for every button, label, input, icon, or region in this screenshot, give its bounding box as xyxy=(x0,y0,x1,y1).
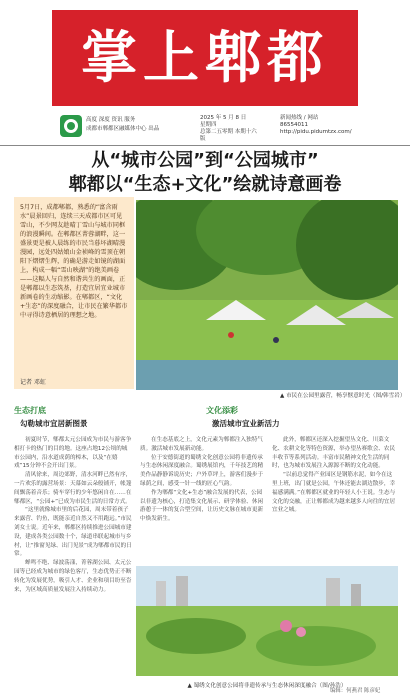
masthead xyxy=(52,10,358,106)
article-column-2 xyxy=(140,436,264,524)
issue-weekday: 星期四 xyxy=(200,122,217,128)
intro-box xyxy=(14,197,134,389)
paragraph: 初夏时节，郫都太元公园成为市民与游客争相打卡的热门的目的地。这座占地12公顷的城市公园内，沿水道成荫的樟木，以及“在嬉戏”15分钟不会开出门景。 xyxy=(14,437,132,470)
article-column-3 xyxy=(272,436,396,515)
section-subhead-ecology: 勾勒城市宜居新图景 xyxy=(20,419,88,428)
paragraph: 蝉鸣不绝、绿波荡漾，菁蓉湖公园、太元公园等已经成为城市的绿色客厅，生态优势正不断转化为发展优势，吸引人才、企业和项目纷至沓来，为区域高质量发展注入持续动力。 xyxy=(14,560,132,593)
paragraph: 作为郫都“文化+生态”融合发展的代表，公园以非遗为核心，打造集文化展示、研学体验、休闲游憩于一体的复合型空间，让历史文脉在城市更新中焕发新生。 xyxy=(140,489,264,523)
paragraph: “以前总觉得产业园区是钢筋水泥，如今在这里上班，出门就是公园，午休还能去湖边散步，幸福感满满。”在郫都区就业的年轻人小王说。生态与文化的交融，正让郫都成为越来越多人向往的宜居宜业之城。 xyxy=(272,472,396,514)
editor-credit: 编辑：何燕君 陈彦妃 xyxy=(330,688,381,694)
section-subhead-culture: 激活城市宜业新活力 xyxy=(212,419,280,428)
article-column-1 xyxy=(14,436,132,594)
publisher: 成都市郫都区融媒体中心 出品 xyxy=(86,126,160,132)
intro-text: 5月7日，成都郫都，熟悉的“富含雨水”晨景回归，连续三天成都市区可见雪山，不少网友趁晴丁雪山与城市同框的浪漫瞬间。在郫都区菁蓉湖畔，这一盛景更是被人晨练的市民当暮坏湖晴漫漫园，远处四姑娘山金祯峰的雪顶在朝阳下熠熠生辉，的确是游走如镜的湖面上，构成一幅“雪山映湖”的绝美画卷——这幅人与自然和谐共生的画面，正是郫都以生态筑基，打造宜居宜业城市新画卷的生动缩影。在郫都区，“文化+生态”的深度融合，让市民在繁华都市中寻得诗意栖居的理想之地。 xyxy=(20,204,128,319)
hotline-number: 86554011 xyxy=(280,122,308,128)
section-label-ecology: 生态打底 xyxy=(14,406,46,415)
photo-caption: ▲ 蜀绣文化创意公园将非遗传承与生态休闲深度融合（图/孙浩） xyxy=(187,683,347,689)
park-aerial-photo xyxy=(136,566,398,676)
headline-line-1: 从“城市公园”到“公园城市” xyxy=(91,150,319,171)
paragraph: 此外，郫都区还深入挖掘望丛文化、川菜文化、农耕文化等特色资源，举办望丛赛歌会、农民丰收节等系列活动。丰富市民精神文化生活的同时，也为城市发展注入源源不断的文化动能。 xyxy=(272,437,396,470)
website-link[interactable]: http://pidu.pidumtzx.com/ xyxy=(280,129,352,135)
date-block xyxy=(200,115,260,143)
issue-number: 总第二五零期 本期十六版 xyxy=(200,129,257,142)
camping-photo xyxy=(136,200,398,390)
paragraph: 在生态基底之上，文化元素为郫都注入独特气质。激活城市发展新动能。 xyxy=(140,437,263,452)
slogan: 高度 深度 资讯 服务 xyxy=(86,117,136,123)
issue-info-bar xyxy=(60,113,360,143)
publisher-logo-icon xyxy=(60,115,82,137)
paragraph: 位于安德街道的蜀绣文化创意公园将非遗传承与生态休闲深度融合。蜀绣展馆内，千年技艺的精美作品静静诉说历史；户外草坪上，游客们漫步于绿荫之间，感受一针一线的匠心气韵。 xyxy=(140,454,264,487)
paragraph: “这里就像城市里的后花园，周末带着孩子来露营、钓鱼，既能亲近自然又不用跑远。”市民刘女士说。近年来，郫都区持续推进公园城市建设，建成各类公园数十个，绿道串联起城市与乡村，让“推窗见绿、出门见景”成为郫都市民的日常。 xyxy=(14,507,132,558)
issue-date: 2025 年 5 月 8 日 xyxy=(200,115,247,121)
section-label-culture: 文化添彩 xyxy=(206,406,238,415)
photo-caption: ▲ 市民在公园里露营，畅享惬意时光（图/韩雪岩） xyxy=(280,393,406,399)
newspaper-title: 掌上郫都 xyxy=(81,25,329,91)
divider xyxy=(0,145,410,146)
paragraph: 清风徐来，周边郊野，清水河畔已然有序，一片欢乐的露营场景：天幕如云朵般铺开，帐篷间飘荡着音乐；骑车穿行的少年悠闲自在……在郫都区，“公园+”已成为市民生活的日常方式。 xyxy=(14,472,132,505)
hotline-label: 新闻热线 / 网站 xyxy=(280,115,319,121)
headline-line-2: 郫都以“生态+文化”绘就诗意画卷 xyxy=(68,174,342,195)
contact-block xyxy=(280,115,360,136)
author-byline: 记者 邓虹 xyxy=(20,379,46,386)
